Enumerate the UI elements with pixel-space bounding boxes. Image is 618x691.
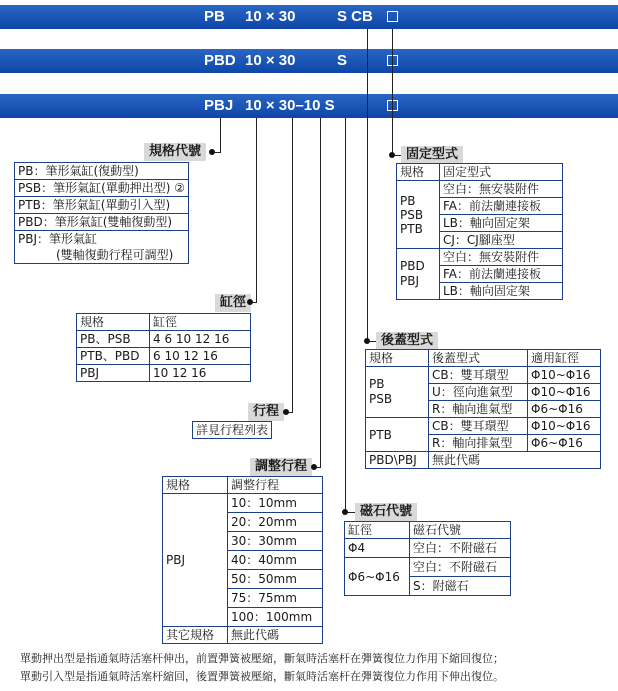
mount-spec-ptb: PTB [400,221,423,236]
magnet-bore-cell: Φ4 [345,539,410,558]
code-pbj-prefix: PBJ [204,97,234,114]
mount-header-type: 固定型式 [440,164,563,181]
mount-option: LB：軸向固定架 [440,215,563,232]
mount-header-spec: 規格 [397,164,440,181]
bore-value-cell: 6 10 12 16 [150,348,251,365]
connector-bore [256,118,257,303]
magnet-header-bore: 缸徑 [345,522,410,539]
adj-stroke-value: 100：100mm [228,608,323,627]
adj-stroke-spec-cell: PBJ [163,494,228,627]
magnet-code-cell: 空白：不附磁石 [410,539,511,558]
connector-stroke [292,118,293,413]
magnet-code-cell: S：附磁石 [410,577,511,596]
adj-stroke-other-value: 無此代碼 [228,627,323,644]
mount-dot [389,152,395,158]
code-pbd-prefix: PBD [204,52,236,69]
bore-table [76,313,251,382]
rear-title: 後蓋型式 [376,332,438,350]
spec-code-title: 規格代號 [144,143,206,161]
stroke-table [192,421,272,439]
connector-rear [367,29,368,342]
adj-stroke-value: 20：20mm [228,513,323,532]
magnet-dot [342,509,348,515]
mount-option: FA：前法蘭連接板 [440,198,563,215]
rear-dot [364,338,370,344]
connector-adj-stroke [320,118,321,468]
connector-spec-code [220,118,221,152]
spec-code-item: PB：筆形氣缸(復動型) [15,163,189,180]
mount-spec-pbd: PBD [400,259,425,273]
rear-g1-spec [366,367,429,418]
mount-option: 空白：無安裝附件 [440,249,563,266]
stroke-dot [283,409,289,415]
mount-option: 空白：無安裝附件 [440,181,563,198]
spec-code-dot [209,149,215,155]
code-pbd-size: 10 × 30 [245,52,296,69]
bore-title: 缸徑 [215,294,251,312]
adj-stroke-other-spec: 其它規格 [163,627,228,644]
spec-code-item-pbj: PBJ：筆形氣缸 [18,232,98,246]
rear-bore-cell: Φ10~Φ16 [528,367,601,384]
adj-stroke-value: 30：30mm [228,532,323,551]
rear-type-cell: CB：雙耳環型 [429,367,528,384]
spec-code-table [14,162,189,264]
code-bar-pbd [0,49,618,73]
bore-dot [247,299,253,305]
connector-mount [392,29,393,156]
rear-spec-psb: PSB [369,392,393,406]
rear-bore-cell: Φ6~Φ16 [528,401,601,418]
rear-bore-cell: Φ6~Φ16 [528,435,601,452]
magnet-header-code: 磁石代號 [410,522,511,539]
bore-header-bore: 缸徑 [150,314,251,331]
spec-code-item: PSB：筆形氣缸(單動押出型) ② [15,180,189,197]
rear-bore-cell: Φ10~Φ16 [528,384,601,401]
adj-stroke-value: 50：50mm [228,570,323,589]
bore-spec-cell: PB、PSB [77,331,150,348]
mount-option: CJ：CJ腳座型 [440,232,563,249]
mount-group1-spec [397,181,440,249]
code-pb-suffix: S CB [337,8,373,25]
rear-g3-spec: PBD\PBJ [366,452,429,469]
rear-header-type: 後蓋型式 [429,350,528,367]
spec-code-item: PTB：筆形氣缸(單動引入型) [15,197,189,214]
adj-stroke-header-value: 調整行程 [228,477,323,494]
rear-table [365,349,601,469]
rear-type-cell: CB：雙耳環型 [429,418,528,435]
code-pbj-size: 10 × 30–10 S [245,97,335,114]
adj-stroke-title: 調整行程 [250,458,312,476]
code-pb-prefix: PB [204,8,225,25]
adj-stroke-value: 40：40mm [228,551,323,570]
stroke-title: 行程 [248,403,284,421]
code-pb-size: 10 × 30 [245,8,296,25]
spec-code-item-pbj-detail: (雙軸復動行程可調型) [56,248,174,262]
adj-stroke-value: 75：75mm [228,589,323,608]
magnet-title: 磁石代號 [355,503,417,521]
magnet-bore-cell: Φ6~Φ16 [345,558,410,596]
code-bar-pb [0,5,618,29]
rear-g3-value: 無此代碼 [429,452,601,469]
bore-header-spec: 規格 [77,314,150,331]
magnet-table [344,521,511,596]
mount-spec-pbj: PBJ [400,274,420,288]
rear-type-cell: U：徑向進氣型 [429,384,528,401]
rear-g2-spec: PTB [366,418,429,452]
mount-spec-psb: PSB [400,207,424,222]
adj-stroke-dot [311,464,317,470]
note-line: 單動引入型是指通氣時活塞杆縮回，後置彈簧被壓縮，斷氣時活塞杆在彈簧復位力作用下伸出復位。 [20,670,504,683]
mount-option: FA：前法蘭連接板 [440,266,563,283]
bore-spec-cell: PBJ [77,365,150,382]
spec-code-item: PBD：筆形氣缸(雙軸復動型) [15,214,189,231]
mount-title: 固定型式 [401,146,463,164]
mount-group2-spec [397,249,440,300]
mount-table [396,163,563,300]
connector-magnet [345,118,346,512]
adj-stroke-table [162,476,323,644]
note-line: 單動押出型是指通氣時活塞杆伸出，前置彈簧被壓縮，斷氣時活塞杆在彈簧復位力作用下縮回復位； [20,652,504,665]
mount-spec-pb: PB [400,193,416,208]
rear-header-bore: 適用缸徑 [528,350,601,367]
spec-code-item [15,231,189,264]
magnet-code-cell: 空白：不附磁石 [410,558,511,577]
adj-stroke-value: 10：10mm [228,494,323,513]
code-pbd-suffix: S [337,52,348,69]
bore-value-cell: 4 6 10 12 16 [150,331,251,348]
rear-header-spec: 規格 [366,350,429,367]
rear-type-cell: R：軸向進氣型 [429,401,528,418]
rear-bore-cell: Φ10~Φ16 [528,418,601,435]
adj-stroke-header-spec: 規格 [163,477,228,494]
bore-value-cell: 10 12 16 [150,365,251,382]
rear-type-cell: R：軸向排氣型 [429,435,528,452]
code-pb-square-icon [387,11,398,22]
bore-spec-cell: PTB、PBD [77,348,150,365]
rear-spec-pb: PB [369,377,385,391]
stroke-value: 詳見行程列表 [193,422,272,439]
mount-option: LB：軸向固定架 [440,283,563,300]
